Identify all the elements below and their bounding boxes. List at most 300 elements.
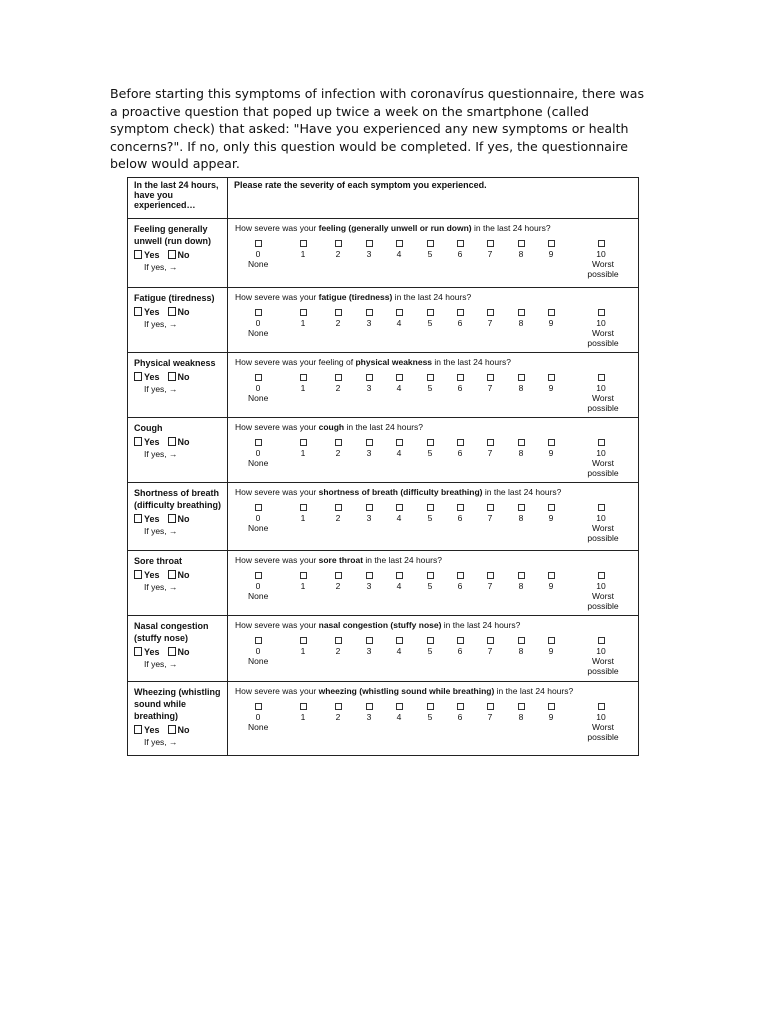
severity-checkbox[interactable] <box>457 703 464 710</box>
severity-option[interactable] <box>475 309 505 328</box>
severity-option[interactable] <box>536 374 566 393</box>
severity-value: 5 <box>427 712 433 722</box>
yes-checkbox[interactable] <box>134 372 142 381</box>
severity-option[interactable] <box>506 637 536 656</box>
severity-checkbox[interactable] <box>335 703 342 710</box>
severity-option[interactable] <box>506 703 536 722</box>
severity-checkbox[interactable] <box>548 439 555 446</box>
severity-option[interactable] <box>354 504 384 523</box>
severity-option[interactable] <box>384 703 414 722</box>
severity-checkbox[interactable] <box>598 504 605 511</box>
severity-option[interactable] <box>323 572 353 591</box>
severity-value: 10 <box>596 581 606 591</box>
severity-checkbox[interactable] <box>457 374 464 381</box>
severity-value: 4 <box>396 712 402 722</box>
severity-option[interactable] <box>445 504 475 523</box>
severity-option[interactable] <box>445 240 475 259</box>
no-checkbox[interactable] <box>168 372 176 381</box>
severity-option[interactable] <box>506 504 536 523</box>
if-yes-label: If yes, → <box>144 319 178 329</box>
severity-option[interactable] <box>384 309 414 328</box>
severity-checkbox[interactable] <box>300 504 307 511</box>
severity-option[interactable] <box>415 439 445 458</box>
yes-checkbox[interactable] <box>134 647 142 656</box>
severity-value: 9 <box>548 712 554 722</box>
severity-value: 7 <box>487 249 493 259</box>
severity-option[interactable] <box>536 572 566 591</box>
severity-checkbox[interactable] <box>487 637 494 644</box>
severity-scale <box>235 367 632 417</box>
severity-checkbox[interactable] <box>300 240 307 247</box>
severity-option[interactable] <box>354 703 384 722</box>
severity-checkbox[interactable] <box>335 309 342 316</box>
severity-option[interactable] <box>288 637 318 656</box>
severity-option[interactable] <box>536 504 566 523</box>
severity-checkbox[interactable] <box>255 703 262 710</box>
severity-checkbox[interactable] <box>598 439 605 446</box>
symptom-name: Feeling generally unwell (run down) <box>134 224 211 246</box>
severity-option[interactable] <box>243 637 273 656</box>
severity-value: 4 <box>396 513 402 523</box>
severity-option[interactable] <box>506 572 536 591</box>
severity-checkbox[interactable] <box>300 439 307 446</box>
severity-cell <box>228 483 639 551</box>
symptom-row <box>128 616 639 682</box>
severity-option[interactable] <box>536 703 566 722</box>
severity-option[interactable] <box>586 572 616 591</box>
severity-option[interactable] <box>288 504 318 523</box>
severity-option[interactable] <box>415 309 445 328</box>
severity-checkbox[interactable] <box>396 572 403 579</box>
severity-value: 3 <box>366 249 372 259</box>
severity-value: 7 <box>487 646 493 656</box>
severity-checkbox[interactable] <box>255 374 262 381</box>
none-anchor-label: None <box>248 259 269 269</box>
severity-value: 2 <box>335 249 341 259</box>
severity-checkbox[interactable] <box>427 572 434 579</box>
yes-label: Yes <box>144 647 160 657</box>
yes-label: Yes <box>144 514 160 524</box>
symptom-questionnaire <box>127 177 639 756</box>
severity-checkbox[interactable] <box>487 504 494 511</box>
severity-checkbox[interactable] <box>548 504 555 511</box>
severity-option[interactable] <box>415 374 445 393</box>
severity-option[interactable] <box>445 309 475 328</box>
no-checkbox[interactable] <box>168 307 176 316</box>
severity-option[interactable] <box>415 240 445 259</box>
severity-checkbox[interactable] <box>548 374 555 381</box>
yes-checkbox[interactable] <box>134 514 142 523</box>
severity-value: 3 <box>366 318 372 328</box>
if-yes-label: If yes, → <box>144 582 178 592</box>
question-bold: sore throat <box>318 555 364 565</box>
severity-option[interactable] <box>384 504 414 523</box>
severity-value: 5 <box>427 448 433 458</box>
severity-option[interactable] <box>288 374 318 393</box>
worst-anchor-label: Worst possible <box>587 523 619 543</box>
no-checkbox[interactable] <box>168 437 176 446</box>
severity-option[interactable] <box>586 240 616 259</box>
severity-checkbox[interactable] <box>518 504 525 511</box>
severity-checkbox[interactable] <box>255 240 262 247</box>
severity-option[interactable] <box>384 637 414 656</box>
if-yes-label: If yes, → <box>144 737 178 747</box>
worst-anchor-label: Worst possible <box>587 259 619 279</box>
severity-option[interactable] <box>445 703 475 722</box>
question-bold: fatigue (tiredness) <box>318 292 393 302</box>
severity-option[interactable] <box>475 637 505 656</box>
severity-option[interactable] <box>536 240 566 259</box>
severity-value: 8 <box>518 646 524 656</box>
severity-option[interactable] <box>384 374 414 393</box>
no-checkbox[interactable] <box>168 514 176 523</box>
severity-option[interactable] <box>288 309 318 328</box>
severity-checkbox[interactable] <box>518 439 525 446</box>
severity-checkbox[interactable] <box>255 637 262 644</box>
severity-option[interactable] <box>288 240 318 259</box>
severity-checkbox[interactable] <box>255 504 262 511</box>
severity-option[interactable] <box>354 374 384 393</box>
severity-option[interactable] <box>475 374 505 393</box>
severity-option[interactable] <box>586 309 616 328</box>
severity-option[interactable] <box>536 309 566 328</box>
severity-checkbox[interactable] <box>366 504 373 511</box>
worst-anchor-label: Worst possible <box>587 458 619 478</box>
severity-value: 2 <box>335 318 341 328</box>
severity-checkbox[interactable] <box>396 637 403 644</box>
no-checkbox[interactable] <box>168 250 176 259</box>
severity-checkbox[interactable] <box>457 637 464 644</box>
severity-value: 9 <box>548 249 554 259</box>
severity-value: 7 <box>487 448 493 458</box>
severity-value: 4 <box>396 581 402 591</box>
severity-checkbox[interactable] <box>487 240 494 247</box>
severity-option[interactable] <box>243 309 273 328</box>
severity-option[interactable] <box>323 637 353 656</box>
severity-option[interactable] <box>475 572 505 591</box>
severity-checkbox[interactable] <box>366 637 373 644</box>
severity-value: 4 <box>396 318 402 328</box>
severity-option[interactable] <box>288 439 318 458</box>
question-post: in the last 24 hours? <box>432 357 511 367</box>
severity-option[interactable] <box>445 374 475 393</box>
severity-value: 0 <box>255 646 261 656</box>
severity-checkbox[interactable] <box>300 374 307 381</box>
severity-checkbox[interactable] <box>598 637 605 644</box>
severity-option[interactable] <box>506 439 536 458</box>
severity-option[interactable] <box>354 439 384 458</box>
severity-checkbox[interactable] <box>335 637 342 644</box>
worst-anchor-label: Worst possible <box>587 722 619 742</box>
severity-option[interactable] <box>243 240 273 259</box>
severity-option[interactable] <box>506 240 536 259</box>
severity-option[interactable] <box>586 504 616 523</box>
severity-value: 10 <box>596 712 606 722</box>
question-post: in the last 24 hours? <box>441 620 521 630</box>
yes-no-choice <box>134 436 222 448</box>
severity-option[interactable] <box>536 439 566 458</box>
severity-checkbox[interactable] <box>518 637 525 644</box>
severity-checkbox[interactable] <box>598 572 605 579</box>
severity-option[interactable] <box>354 637 384 656</box>
severity-checkbox[interactable] <box>396 703 403 710</box>
severity-option[interactable] <box>384 240 414 259</box>
severity-checkbox[interactable] <box>457 572 464 579</box>
severity-checkbox[interactable] <box>487 309 494 316</box>
severity-option[interactable] <box>415 637 445 656</box>
no-checkbox[interactable] <box>168 570 176 579</box>
severity-checkbox[interactable] <box>427 637 434 644</box>
severity-value: 2 <box>335 581 341 591</box>
severity-value: 0 <box>255 383 261 393</box>
severity-option[interactable] <box>475 240 505 259</box>
severity-value: 4 <box>396 646 402 656</box>
severity-checkbox[interactable] <box>366 240 373 247</box>
severity-value: 0 <box>255 513 261 523</box>
severity-checkbox[interactable] <box>335 240 342 247</box>
severity-value: 5 <box>427 318 433 328</box>
severity-option[interactable] <box>415 504 445 523</box>
severity-checkbox[interactable] <box>548 309 555 316</box>
yes-checkbox[interactable] <box>134 570 142 579</box>
severity-value: 10 <box>596 249 606 259</box>
severity-option[interactable] <box>384 439 414 458</box>
severity-value: 0 <box>255 318 261 328</box>
severity-checkbox[interactable] <box>427 504 434 511</box>
symptom-cell <box>128 483 228 551</box>
symptom-row <box>128 483 639 551</box>
severity-value: 10 <box>596 513 606 523</box>
symptom-cell <box>128 219 228 288</box>
severity-checkbox[interactable] <box>487 572 494 579</box>
no-checkbox[interactable] <box>168 647 176 656</box>
worst-anchor-label: Worst possible <box>587 328 619 348</box>
severity-checkbox[interactable] <box>427 309 434 316</box>
yes-label: Yes <box>144 372 160 382</box>
severity-option[interactable] <box>415 572 445 591</box>
severity-value: 1 <box>300 581 306 591</box>
yes-label: Yes <box>144 307 160 317</box>
severity-scale <box>235 696 632 746</box>
severity-option[interactable] <box>243 504 273 523</box>
yes-checkbox[interactable] <box>134 725 142 734</box>
symptom-cell <box>128 616 228 682</box>
severity-checkbox[interactable] <box>427 703 434 710</box>
severity-option[interactable] <box>506 309 536 328</box>
severity-value: 2 <box>335 712 341 722</box>
severity-checkbox[interactable] <box>396 309 403 316</box>
severity-checkbox[interactable] <box>396 439 403 446</box>
severity-checkbox[interactable] <box>255 309 262 316</box>
severity-value: 8 <box>518 383 524 393</box>
severity-checkbox[interactable] <box>366 439 373 446</box>
severity-checkbox[interactable] <box>457 309 464 316</box>
severity-value: 6 <box>457 513 463 523</box>
severity-checkbox[interactable] <box>366 374 373 381</box>
yes-label: Yes <box>144 725 160 735</box>
severity-checkbox[interactable] <box>518 240 525 247</box>
severity-value: 3 <box>366 646 372 656</box>
symptom-row <box>128 288 639 353</box>
severity-option[interactable] <box>475 439 505 458</box>
severity-option[interactable] <box>475 504 505 523</box>
symptom-name: Nasal congestion (stuffy nose) <box>134 621 209 643</box>
severity-value: 1 <box>300 646 306 656</box>
severity-option[interactable] <box>243 703 273 722</box>
severity-value: 3 <box>366 448 372 458</box>
severity-option[interactable] <box>354 572 384 591</box>
severity-value: 9 <box>548 383 554 393</box>
severity-checkbox[interactable] <box>396 374 403 381</box>
severity-checkbox[interactable] <box>335 374 342 381</box>
severity-checkbox[interactable] <box>457 240 464 247</box>
no-checkbox[interactable] <box>168 725 176 734</box>
severity-checkbox[interactable] <box>300 572 307 579</box>
severity-checkbox[interactable] <box>255 439 262 446</box>
severity-checkbox[interactable] <box>548 240 555 247</box>
severity-checkbox[interactable] <box>487 439 494 446</box>
severity-option[interactable] <box>323 374 353 393</box>
no-label: No <box>177 514 190 524</box>
severity-checkbox[interactable] <box>548 703 555 710</box>
severity-value: 7 <box>487 383 493 393</box>
severity-option[interactable] <box>415 703 445 722</box>
severity-checkbox[interactable] <box>518 309 525 316</box>
severity-checkbox[interactable] <box>598 703 605 710</box>
symptom-cell <box>128 551 228 616</box>
severity-option[interactable] <box>243 439 273 458</box>
question-pre: How severe was your <box>235 422 319 432</box>
severity-checkbox[interactable] <box>427 374 434 381</box>
severity-option[interactable] <box>586 374 616 393</box>
severity-option[interactable] <box>323 504 353 523</box>
question-bold: nasal congestion (stuffy nose) <box>318 620 442 630</box>
severity-option[interactable] <box>354 240 384 259</box>
no-label: No <box>177 250 190 260</box>
questionnaire-body <box>128 178 639 756</box>
severity-checkbox[interactable] <box>427 240 434 247</box>
severity-checkbox[interactable] <box>518 703 525 710</box>
question-post: in the last 24 hours? <box>392 292 472 302</box>
severity-value: 9 <box>548 318 554 328</box>
severity-option[interactable] <box>323 240 353 259</box>
severity-checkbox[interactable] <box>366 703 373 710</box>
severity-checkbox[interactable] <box>300 703 307 710</box>
severity-option[interactable] <box>243 374 273 393</box>
severity-checkbox[interactable] <box>518 572 525 579</box>
severity-checkbox[interactable] <box>366 572 373 579</box>
severity-value: 10 <box>596 318 606 328</box>
severity-checkbox[interactable] <box>487 374 494 381</box>
severity-value: 6 <box>457 646 463 656</box>
severity-checkbox[interactable] <box>300 309 307 316</box>
severity-option[interactable] <box>288 703 318 722</box>
severity-question <box>235 223 632 233</box>
severity-value: 7 <box>487 318 493 328</box>
if-yes-label: If yes, → <box>144 526 178 536</box>
none-anchor-label: None <box>248 591 269 601</box>
question-pre: How severe was your <box>235 555 319 565</box>
severity-checkbox[interactable] <box>598 309 605 316</box>
severity-checkbox[interactable] <box>396 504 403 511</box>
header-left: In the last 24 hours, have you experienced… <box>128 178 228 219</box>
severity-checkbox[interactable] <box>487 703 494 710</box>
severity-option[interactable] <box>323 309 353 328</box>
severity-checkbox[interactable] <box>548 572 555 579</box>
severity-option[interactable] <box>586 637 616 656</box>
severity-value: 1 <box>300 249 306 259</box>
yes-checkbox[interactable] <box>134 437 142 446</box>
severity-checkbox[interactable] <box>518 374 525 381</box>
symptom-row <box>128 418 639 483</box>
severity-option[interactable] <box>323 439 353 458</box>
severity-option[interactable] <box>445 637 475 656</box>
severity-checkbox[interactable] <box>335 572 342 579</box>
severity-checkbox[interactable] <box>598 240 605 247</box>
severity-cell <box>228 551 639 616</box>
severity-option[interactable] <box>384 572 414 591</box>
symptom-name: Cough <box>134 423 163 433</box>
severity-option[interactable] <box>475 703 505 722</box>
severity-checkbox[interactable] <box>335 439 342 446</box>
severity-checkbox[interactable] <box>300 637 307 644</box>
severity-checkbox[interactable] <box>255 572 262 579</box>
severity-checkbox[interactable] <box>457 439 464 446</box>
severity-option[interactable] <box>445 439 475 458</box>
severity-checkbox[interactable] <box>457 504 464 511</box>
severity-value: 3 <box>366 712 372 722</box>
severity-option[interactable] <box>354 309 384 328</box>
severity-option[interactable] <box>586 703 616 722</box>
symptom-row <box>128 219 639 288</box>
question-pre: How severe was your <box>235 620 319 630</box>
question-pre: How severe was your <box>235 223 319 233</box>
severity-option[interactable] <box>323 703 353 722</box>
yes-no-choice <box>134 306 222 318</box>
none-anchor-label: None <box>248 458 269 468</box>
symptom-row <box>128 353 639 418</box>
header-row <box>128 178 639 219</box>
severity-checkbox[interactable] <box>335 504 342 511</box>
severity-checkbox[interactable] <box>548 637 555 644</box>
severity-option[interactable] <box>243 572 273 591</box>
severity-value: 0 <box>255 249 261 259</box>
severity-value: 4 <box>396 249 402 259</box>
severity-value: 5 <box>427 249 433 259</box>
severity-option[interactable] <box>506 374 536 393</box>
severity-cell <box>228 288 639 353</box>
severity-checkbox[interactable] <box>396 240 403 247</box>
severity-value: 4 <box>396 448 402 458</box>
no-label: No <box>177 437 190 447</box>
symptom-name: Sore throat <box>134 556 183 566</box>
yes-no-choice <box>134 249 222 261</box>
yes-no-choice <box>134 569 222 581</box>
severity-option[interactable] <box>536 637 566 656</box>
symptom-name: Shortness of breath (difficulty breathing) <box>134 488 221 510</box>
yes-checkbox[interactable] <box>134 250 142 259</box>
severity-checkbox[interactable] <box>427 439 434 446</box>
severity-value: 9 <box>548 448 554 458</box>
severity-value: 9 <box>548 581 554 591</box>
severity-value: 8 <box>518 712 524 722</box>
severity-option[interactable] <box>288 572 318 591</box>
yes-checkbox[interactable] <box>134 307 142 316</box>
severity-option[interactable] <box>586 439 616 458</box>
severity-option[interactable] <box>445 572 475 591</box>
severity-checkbox[interactable] <box>366 309 373 316</box>
severity-checkbox[interactable] <box>598 374 605 381</box>
